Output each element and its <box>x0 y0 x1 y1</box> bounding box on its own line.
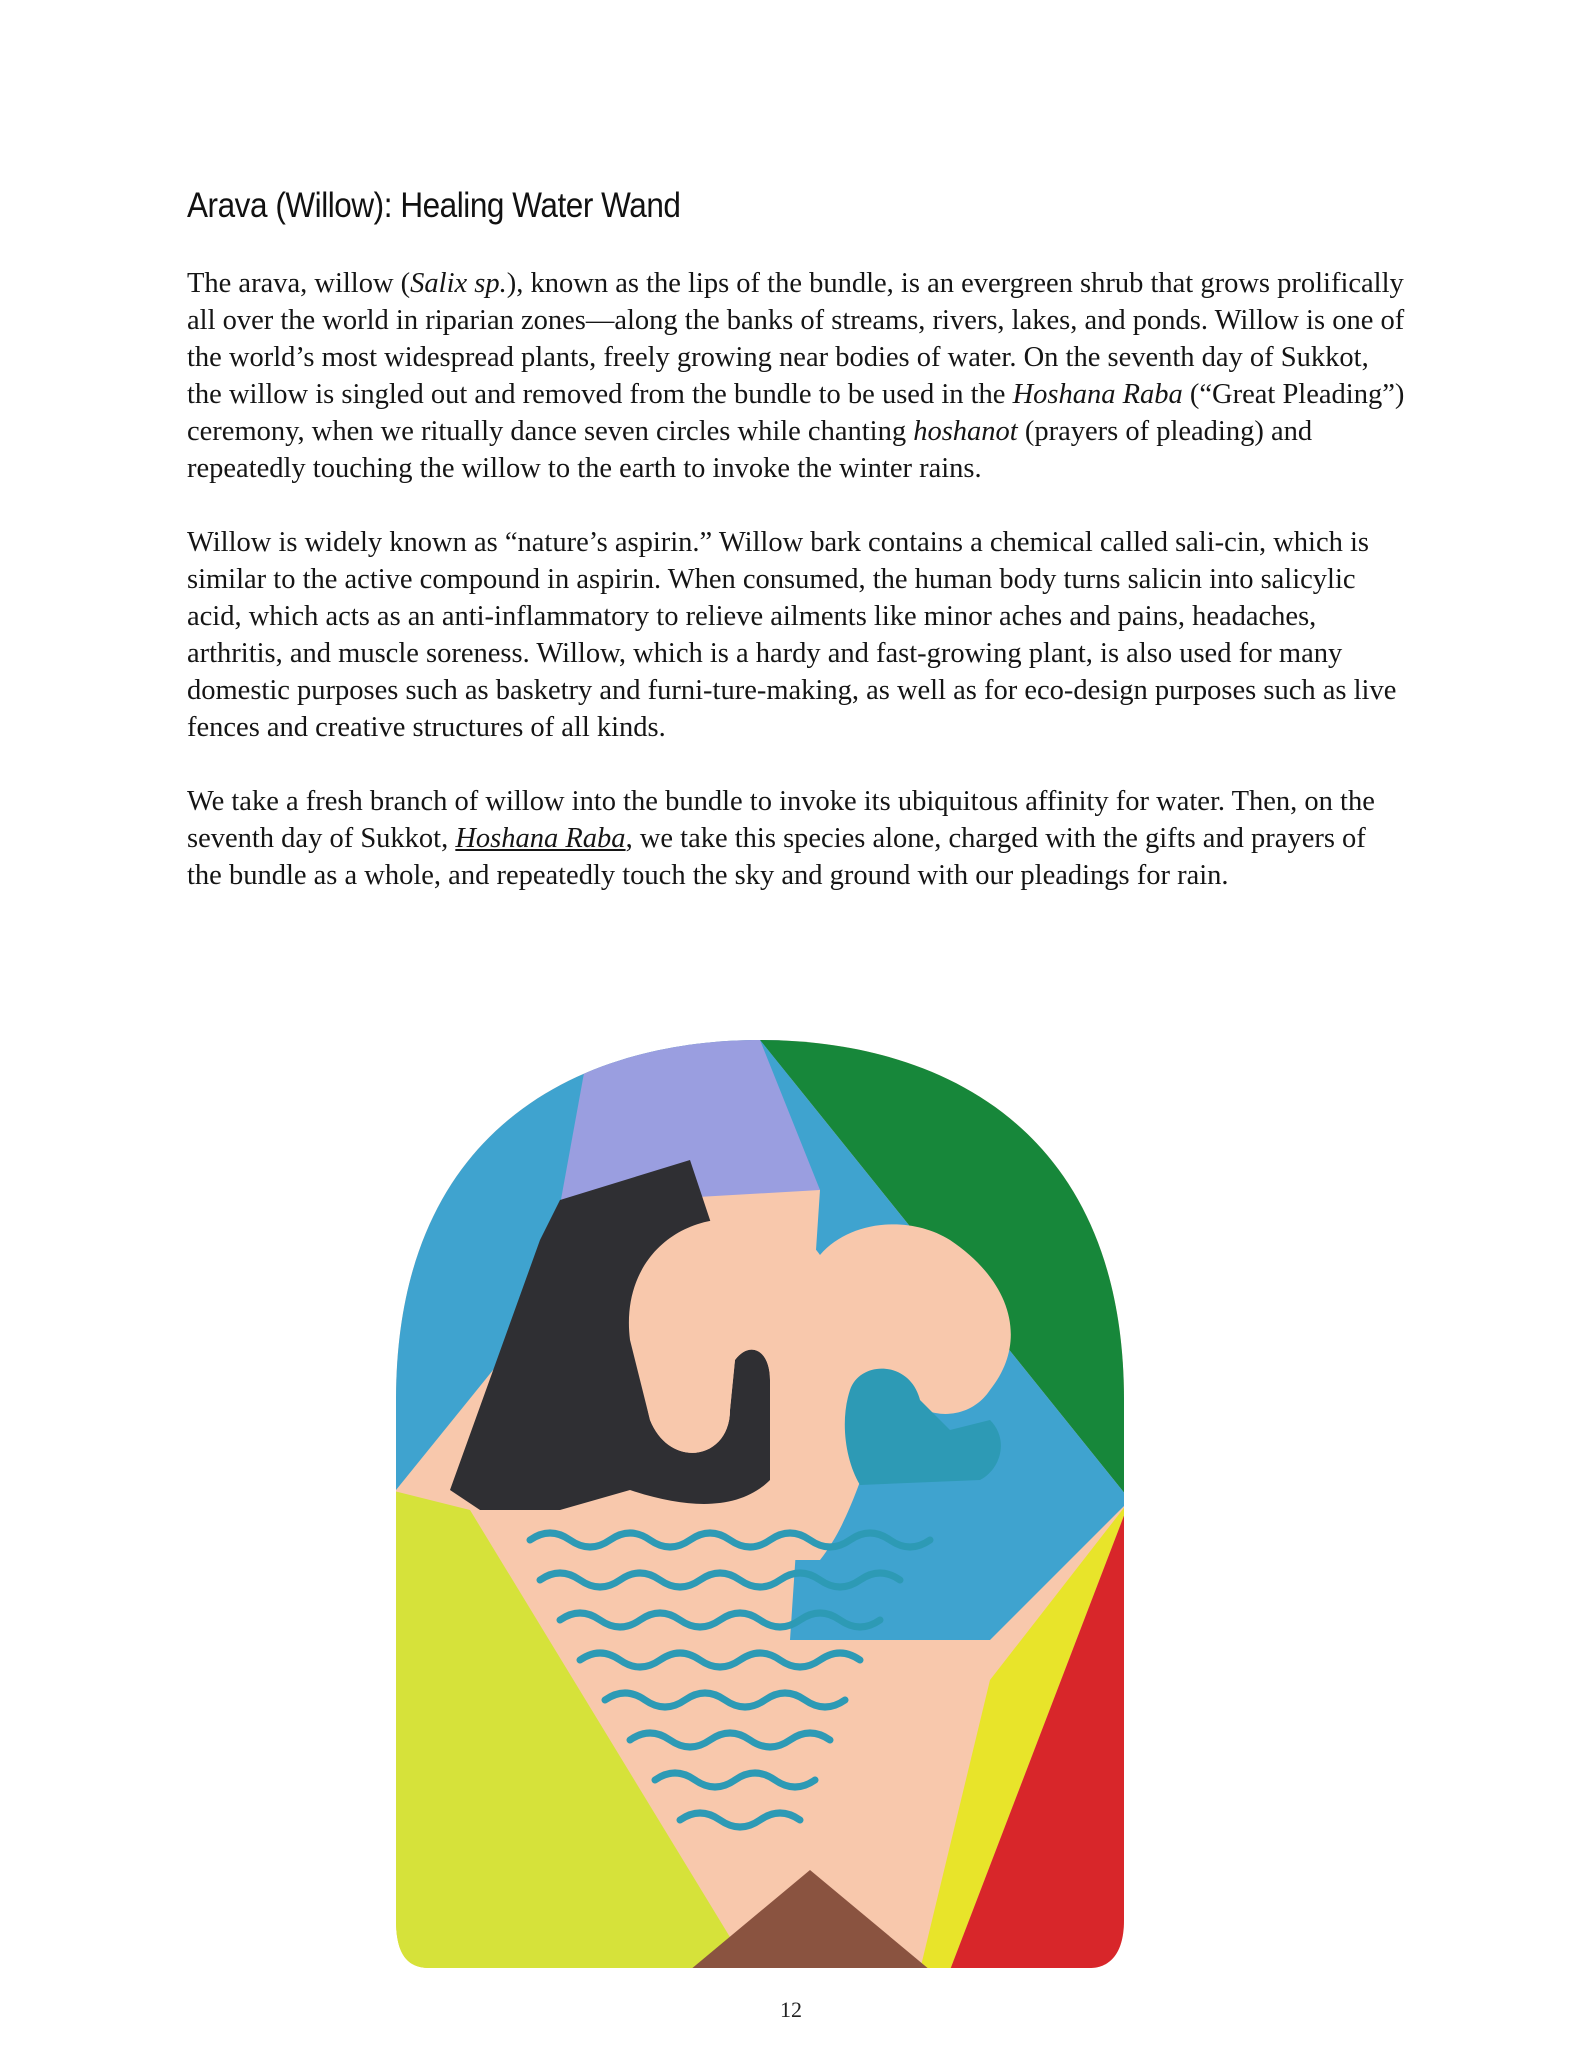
paragraph-1 <box>187 265 1407 487</box>
paragraph-3 <box>187 783 1407 894</box>
page-title: Arava (Willow): Healing Water Wand <box>187 186 681 225</box>
paragraph-2: Willow is widely known as “nature’s aspirin.” Willow bark contains a chemical called sali-cin, which is similar to the active compound in aspirin. When consumed, the human body turns salicin into salicylic acid, which acts as an anti-inflammatory to relieve ailments like minor aches and pains, headaches, arthritis, and muscle soreness. Willow, which is a hardy and fast-growing plant, is also used for many domestic purposes such as basketry and furni-ture-making, as well as for eco-design purposes such as live fences and creative structures of all kinds. <box>187 527 1397 743</box>
page-number: 12 <box>780 1997 802 2022</box>
paragraph-1-text-b: ), known as the lips of the bundle, is an evergreen shrub that grows prolifically all over the world in riparian zones—along the banks of streams, rivers, lakes, and ponds. Willow is one of the world’s most widespread plants, freely growing near bodies of water. On the seventh day of Sukkot, the willow is singled out and removed from the bundle to be used in the <box>187 268 1405 410</box>
term-hoshana-raba: Hoshana Raba <box>1012 379 1183 410</box>
hoshana-raba-link[interactable]: Hoshana Raba <box>455 823 626 854</box>
paragraph-3-text-b: , we take this species alone, charged with the gifts and prayers of the bundle as a whole, and repeatedly touch the sky and ground with our pleadings for rain. <box>187 823 1366 891</box>
paragraph-1-text-c: (“Great Pleading”) ceremony, when we ritually dance seven circles while chanting <box>187 379 1405 447</box>
body-text <box>187 265 1407 931</box>
term-hoshanot: hoshanot <box>913 416 1018 447</box>
paragraph-3-text-a: We take a fresh branch of willow into the bundle to invoke its ubiquitous affinity for water. Then, on the seventh day of Sukkot, <box>187 786 1375 854</box>
latin-name: Salix sp. <box>410 268 507 299</box>
willow-painting <box>390 1040 1130 1970</box>
paragraph-1-text-a: The arava, willow ( <box>187 268 411 299</box>
paragraph-1-text-d: (prayers of pleading) and repeatedly touching the willow to the earth to invoke the winter rains. <box>187 416 1313 484</box>
